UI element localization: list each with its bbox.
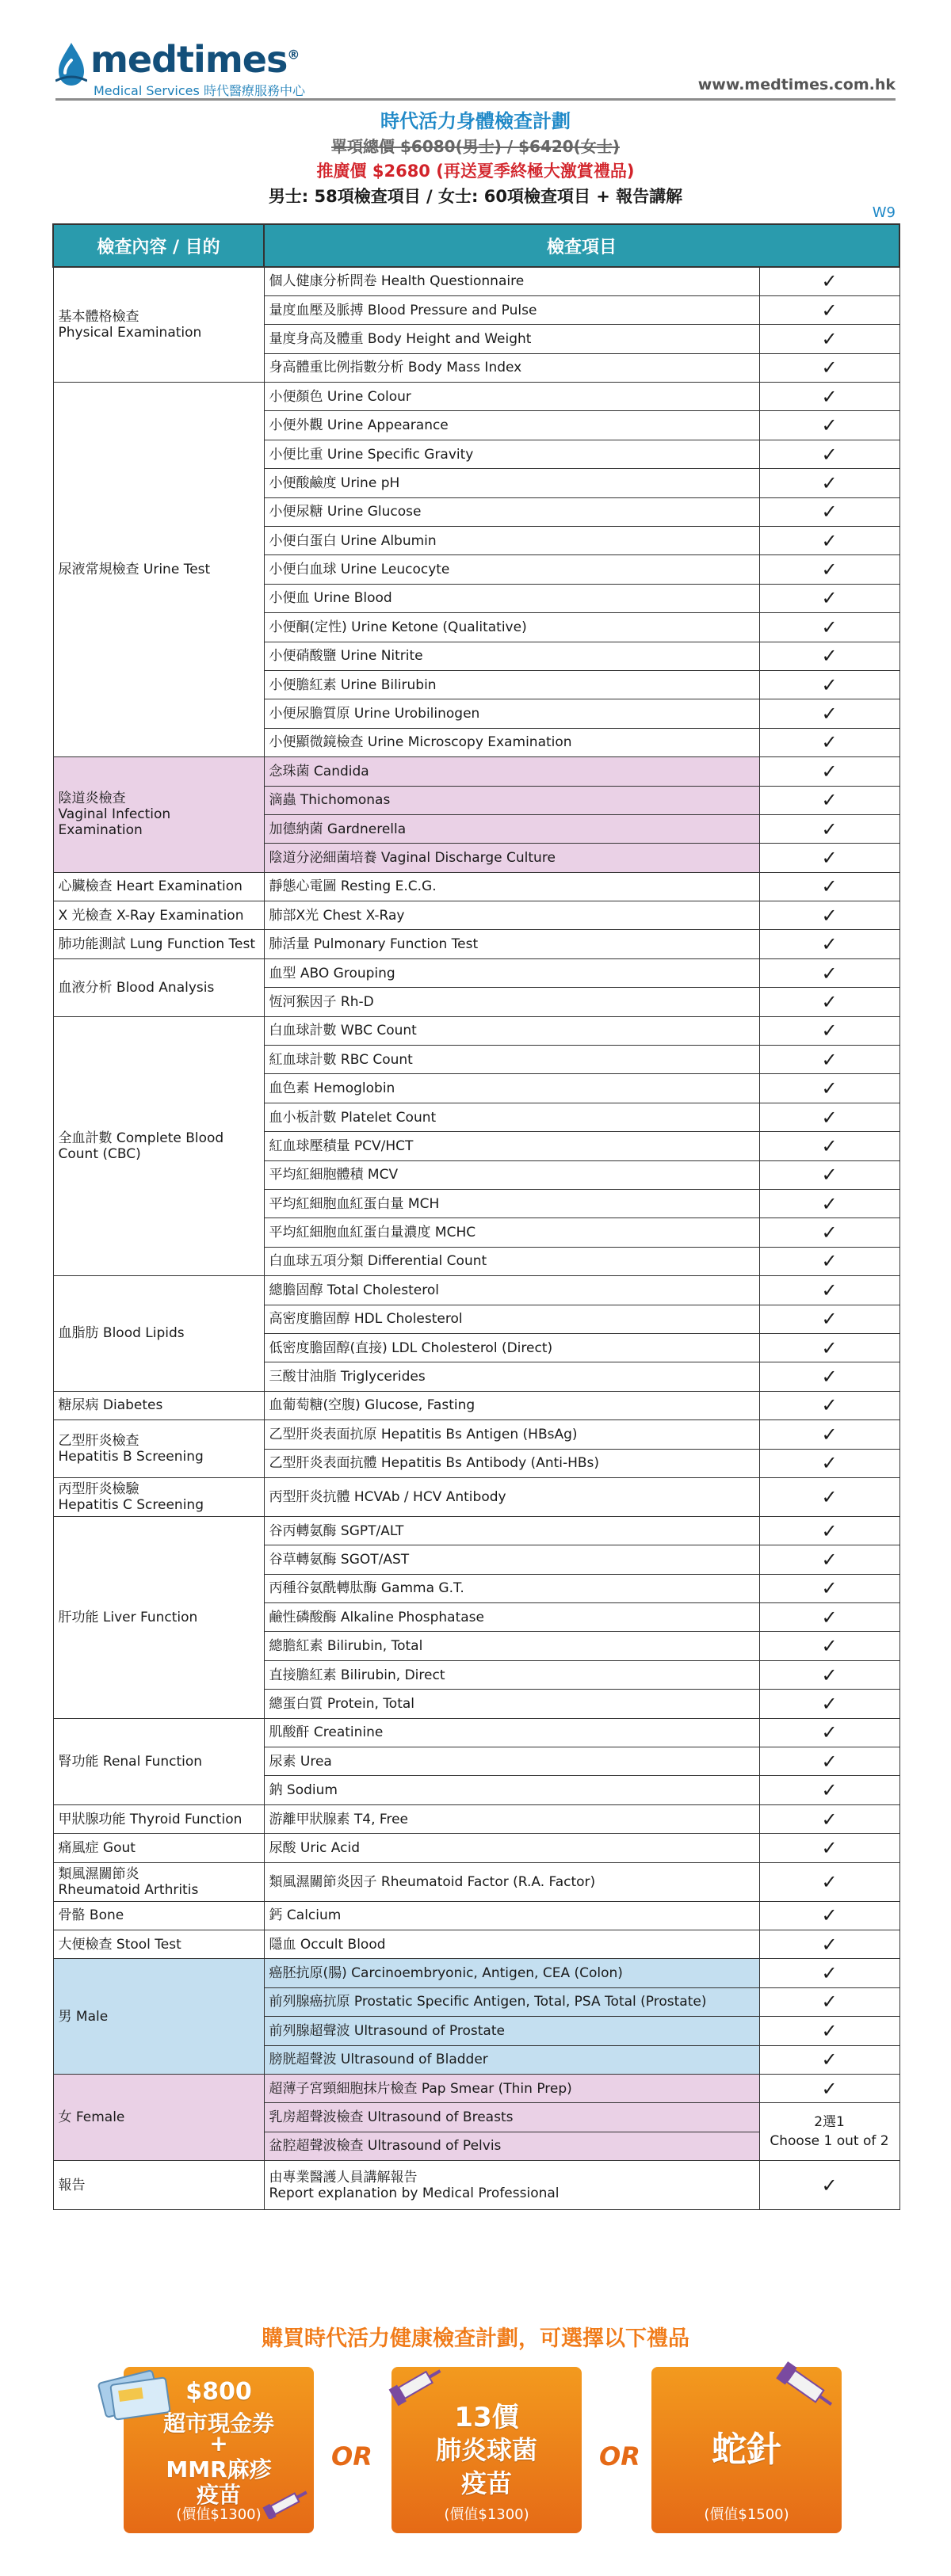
checkmark: ✓ [759, 1276, 899, 1305]
item-cell: 靜態心電圖 Resting E.C.G. [264, 872, 759, 901]
category-label: 肝功能 Liver Function [58, 1609, 198, 1625]
item-cell: 鹼性磷酸酶 Alkaline Phosphatase [264, 1603, 759, 1632]
item-cell: 平均紅細胞血紅蛋白量濃度 MCHC [264, 1218, 759, 1247]
item-cell: 小便比重 Urine Specific Gravity [264, 440, 759, 468]
brand-subtitle: Medical Services 時代醫療服務中心 [94, 83, 305, 98]
item-cell: 谷草轉氨酶 SGOT/AST [264, 1545, 759, 1574]
item-cell: 紅血球壓積量 PCV/HCT [264, 1132, 759, 1160]
table-row [53, 2074, 899, 2102]
category-label: Rheumatoid Arthritis [58, 1881, 199, 1898]
original-price: 單項總價 $6080(男士) / $6420(女士) [331, 137, 620, 156]
gift-3-worth: (價值$1500) [704, 2506, 789, 2523]
item-counts: 男士: 58項檢查項目 / 女士: 60項檢查項目 + 報告講解 [268, 187, 683, 206]
checkmark: ✓ [759, 2161, 899, 2210]
checkmark: ✓ [759, 1391, 899, 1419]
checkmark: ✓ [759, 440, 899, 468]
item-cell: 尿酸 Uric Acid [264, 1834, 759, 1862]
item-cell: 前列腺超聲波 Ultrasound of Prostate [264, 2017, 759, 2045]
checkmark: ✓ [759, 383, 899, 411]
item-cell: 陰道分泌細菌培養 Vaginal Discharge Culture [264, 844, 759, 872]
item-cell: 三酸甘油脂 Triglycerides [264, 1362, 759, 1391]
table-row [53, 1862, 899, 1901]
item-cell: 血小板計數 Platelet Count [264, 1103, 759, 1131]
gift-2-line-2: 肺炎球菌 [435, 2435, 537, 2465]
checkmark: ✓ [759, 988, 899, 1016]
checkmark: ✓ [759, 1959, 899, 1987]
table-row [53, 901, 899, 930]
category-cell [53, 2074, 264, 2160]
choose-one-label: 2選1 [814, 2114, 845, 2131]
category-cell [53, 901, 264, 930]
website-url[interactable]: www.medtimes.com.hk [697, 76, 896, 93]
checkmark: ✓ [759, 1420, 899, 1449]
category-label: Vaginal Infection Examination [58, 806, 171, 839]
item-cell: 平均紅細胞血紅蛋白量 MCH [264, 1190, 759, 1218]
checkmark: ✓ [759, 1987, 899, 2016]
gift-3-line-1: 蛇針 [712, 2429, 781, 2470]
table-row [53, 930, 899, 958]
item-cell: 個人健康分析問卷 Health Questionnaire [264, 267, 759, 295]
gift-2-line-3: 疫苗 [460, 2468, 512, 2498]
gift-section-title: 購買時代活力健康檢查計劃，可選擇以下禮品 [262, 2326, 689, 2351]
checkmark: ✓ [759, 1632, 899, 1660]
category-label: 男 Male [58, 2008, 109, 2025]
page-header [0, 0, 951, 101]
category-cell [53, 1391, 264, 1419]
checkmark: ✓ [759, 1516, 899, 1545]
category-label: 報告 [58, 2177, 86, 2193]
gift-card-pneumococcal[interactable] [391, 2367, 582, 2533]
checkmark: ✓ [759, 872, 899, 901]
item-cell: 血色素 Hemoglobin [264, 1074, 759, 1103]
item-label: 由專業醫護人員講解報告 [269, 2169, 418, 2185]
plan-title: 時代活力身體檢查計劃 [380, 110, 571, 132]
category-cell [53, 930, 264, 958]
header-item: 檢查項目 [264, 224, 899, 267]
checkmark: ✓ [759, 1247, 899, 1275]
item-cell: 前列腺癌抗原 Prostatic Specific Antigen, Total, PSA Total (Prostate) [264, 1987, 759, 2016]
category-label: X 光檢查 X-Ray Examination [58, 907, 244, 924]
checkmark: ✓ [759, 814, 899, 843]
item-cell: 量度血壓及脈搏 Blood Pressure and Pulse [264, 295, 759, 324]
item-cell: 小便膽紅素 Urine Bilirubin [264, 670, 759, 699]
checkmark: ✓ [759, 295, 899, 324]
table-row [53, 1391, 899, 1419]
checkmark: ✓ [759, 844, 899, 872]
checkmark: ✓ [759, 930, 899, 958]
item-cell: 谷丙轉氨酶 SGPT/ALT [264, 1516, 759, 1545]
table-row [53, 1901, 899, 1930]
item-cell: 癌胚抗原(腸) Carcinoembryonic, Antigen, CEA (Colon) [264, 1959, 759, 1987]
category-cell [53, 958, 264, 1016]
plan-title-block [0, 108, 951, 209]
item-cell: 游離甲狀腺素 T4, Free [264, 1804, 759, 1833]
checkmark: ✓ [759, 1132, 899, 1160]
category-cell [53, 2161, 264, 2210]
checkmark: ✓ [759, 786, 899, 814]
gift-card-shingles[interactable] [651, 2367, 842, 2533]
category-label: 尿液常規檢查 Urine Test [58, 562, 211, 578]
table-row [53, 1477, 899, 1516]
item-cell: 丙型肝炎抗體 HCVAb / HCV Antibody [264, 1477, 759, 1516]
category-label: 大便檢查 Stool Test [58, 1936, 181, 1953]
item-cell: 白血球五項分類 Differential Count [264, 1247, 759, 1275]
table-row [53, 757, 899, 786]
checkup-table [52, 223, 900, 2210]
checkmark: ✓ [759, 1804, 899, 1833]
checkmark: ✓ [759, 267, 899, 295]
checkmark: ✓ [759, 958, 899, 987]
checkmark: ✓ [759, 1930, 899, 1958]
table-row [53, 1420, 899, 1449]
category-label: Hepatitis C Screening [58, 1496, 204, 1513]
table-row [53, 1834, 899, 1862]
checkmark: ✓ [759, 1747, 899, 1776]
item-cell: 鈣 Calcium [264, 1901, 759, 1930]
item-cell: 滴蟲 Thichomonas [264, 786, 759, 814]
checkmark: ✓ [759, 757, 899, 786]
item-cell: 直接膽紅素 Bilirubin, Direct [264, 1660, 759, 1689]
item-cell: 肺部X光 Chest X-Ray [264, 901, 759, 930]
category-cell [53, 383, 264, 757]
category-cell [53, 1276, 264, 1392]
item-cell: 紅血球計數 RBC Count [264, 1046, 759, 1074]
category-label: 痛風症 Gout [58, 1839, 136, 1856]
checkmark: ✓ [759, 1103, 899, 1131]
item-label: Report explanation by Medical Professional [269, 2185, 560, 2201]
category-cell [53, 267, 264, 383]
syringe-icon [770, 2359, 842, 2414]
item-cell: 血葡萄糖(空腹) Glucose, Fasting [264, 1391, 759, 1419]
category-cell [53, 1016, 264, 1276]
checkmark: ✓ [759, 1305, 899, 1333]
table-row [53, 1276, 899, 1305]
gift-1-line-4: MMR麻疹 [166, 2456, 272, 2483]
checkmark: ✓ [759, 1190, 899, 1218]
category-cell [53, 1959, 264, 2075]
choose-one-label: Choose 1 out of 2 [770, 2133, 889, 2150]
category-label: 糖尿病 Diabetes [58, 1397, 163, 1414]
item-cell: 總蛋白質 Protein, Total [264, 1690, 759, 1718]
item-cell: 小便顏色 Urine Colour [264, 383, 759, 411]
gift-1-line-2: 超市現金券 [162, 2410, 274, 2437]
checkmark: ✓ [759, 1690, 899, 1718]
category-label: Physical Examination [58, 325, 202, 341]
checkmark: ✓ [759, 1074, 899, 1103]
checkmark: ✓ [759, 2017, 899, 2045]
checkmark: ✓ [759, 1016, 899, 1045]
category-label: 血液分析 Blood Analysis [58, 979, 215, 996]
item-cell: 低密度膽固醇(直接) LDL Cholesterol (Direct) [264, 1333, 759, 1362]
or-label-1: OR [331, 2441, 372, 2471]
item-cell: 小便尿膽質原 Urine Urobilinogen [264, 699, 759, 728]
checkmark: ✓ [759, 1449, 899, 1477]
gift-1-line-3: + [209, 2430, 228, 2456]
checkmark: ✓ [759, 1862, 899, 1901]
item-cell: 身高體重比例指數分析 Body Mass Index [264, 353, 759, 382]
category-label: Hepatitis B Screening [58, 1449, 204, 1465]
checkmark: ✓ [759, 497, 899, 526]
category-label: 女 Female [58, 2109, 125, 2126]
item-cell: 類風濕關節炎因子 Rheumatoid Factor (R.A. Factor) [264, 1862, 759, 1901]
header-divider [55, 98, 896, 101]
category-label: Count (CBC) [58, 1145, 141, 1162]
category-cell [53, 1804, 264, 1833]
item-cell: 小便顯微鏡檢查 Urine Microscopy Examination [264, 728, 759, 756]
item-cell: 超薄子宮頸細胞抹片檢查 Pap Smear (Thin Prep) [264, 2074, 759, 2102]
checkmark: ✓ [759, 699, 899, 728]
category-label: 肺功能測試 Lung Function Test [58, 936, 256, 953]
item-cell: 小便硝酸鹽 Urine Nitrite [264, 642, 759, 670]
gift-card-voucher-mmr[interactable] [124, 2367, 314, 2533]
category-cell [53, 1516, 264, 1718]
category-cell [53, 1901, 264, 1930]
or-label-2: OR [599, 2441, 640, 2471]
choose-one-cell [759, 2103, 899, 2161]
table-row [53, 2161, 899, 2210]
table-header-row [53, 224, 899, 267]
drop-logo-icon [55, 41, 87, 87]
table-row [53, 1516, 899, 1545]
category-cell [53, 872, 264, 901]
category-label: 心臟檢查 Heart Examination [58, 878, 243, 895]
checkmark: ✓ [759, 1901, 899, 1930]
item-cell [264, 2161, 759, 2210]
item-cell: 高密度膽固醇 HDL Cholesterol [264, 1305, 759, 1333]
checkmark: ✓ [759, 1603, 899, 1632]
category-label: 腎功能 Renal Function [58, 1753, 203, 1770]
item-cell: 小便尿糖 Urine Glucose [264, 497, 759, 526]
checkmark: ✓ [759, 2045, 899, 2074]
table-row [53, 1016, 899, 1045]
checkmark: ✓ [759, 1574, 899, 1602]
item-cell: 肺活量 Pulmonary Function Test [264, 930, 759, 958]
checkmark: ✓ [759, 584, 899, 612]
item-cell: 念珠菌 Candida [264, 757, 759, 786]
gift-1-line-1: $800 [185, 2378, 252, 2406]
checkmark: ✓ [759, 411, 899, 440]
category-label: 甲狀腺功能 Thyroid Function [58, 1811, 243, 1827]
checkmark: ✓ [759, 901, 899, 930]
item-cell: 肌酸酐 Creatinine [264, 1718, 759, 1747]
item-cell: 總膽紅素 Bilirubin, Total [264, 1632, 759, 1660]
category-label: 骨骼 Bone [58, 1907, 124, 1924]
checkmark: ✓ [759, 527, 899, 555]
category-cell [53, 1834, 264, 1862]
category-cell [53, 1862, 264, 1901]
checkmark: ✓ [759, 613, 899, 642]
table-row [53, 958, 899, 987]
item-cell: 總膽固醇 Total Cholesterol [264, 1276, 759, 1305]
item-cell: 小便酸鹼度 Urine pH [264, 469, 759, 497]
table-row [53, 383, 899, 411]
checkmark: ✓ [759, 1776, 899, 1804]
item-cell: 乳房超聲波檢查 Ultrasound of Breasts [264, 2103, 759, 2132]
checkmark: ✓ [759, 1834, 899, 1862]
checkmark: ✓ [759, 1218, 899, 1247]
category-label: 基本體格檢查 [58, 309, 139, 326]
item-cell: 小便白蛋白 Urine Albumin [264, 527, 759, 555]
category-cell [53, 1477, 264, 1516]
item-cell: 小便血 Urine Blood [264, 584, 759, 612]
item-cell: 量度身高及體重 Body Height and Weight [264, 325, 759, 353]
checkmark: ✓ [759, 1718, 899, 1747]
checkmark: ✓ [759, 555, 899, 584]
item-cell: 膀胱超聲波 Ultrasound of Bladder [264, 2045, 759, 2074]
checkmark: ✓ [759, 1362, 899, 1391]
item-cell: 丙種谷氨酰轉肽酶 Gamma G.T. [264, 1574, 759, 1602]
category-cell [53, 1718, 264, 1804]
table-row [53, 1930, 899, 1958]
checkmark: ✓ [759, 1477, 899, 1516]
item-cell: 隱血 Occult Blood [264, 1930, 759, 1958]
checkmark: ✓ [759, 325, 899, 353]
category-label: 血脂肪 Blood Lipids [58, 1325, 185, 1342]
checkup-table-container [52, 223, 899, 2210]
brand-name: medtimes [90, 38, 288, 81]
item-cell: 鈉 Sodium [264, 1776, 759, 1804]
brand-registered-mark: ® [287, 47, 300, 63]
category-label: 陰道炎檢查 [58, 791, 126, 807]
gift-2-line-1: 13價 [454, 2402, 519, 2433]
item-cell: 乙型肝炎表面抗原 Hepatitis Bs Antigen (HBsAg) [264, 1420, 759, 1449]
table-row [53, 1959, 899, 1987]
promo-price: 推廣價 $2680 (再送夏季終極大激賞禮品) [316, 162, 635, 181]
category-label: 全血計數 Complete Blood [58, 1130, 224, 1146]
checkmark: ✓ [759, 469, 899, 497]
table-row [53, 1804, 899, 1833]
item-cell: 尿素 Urea [264, 1747, 759, 1776]
gift-1-line-5: 疫苗 [196, 2482, 241, 2508]
category-cell [53, 1420, 264, 1478]
checkmark: ✓ [759, 1160, 899, 1189]
checkmark: ✓ [759, 1333, 899, 1362]
checkmark: ✓ [759, 728, 899, 756]
item-cell: 小便酮(定性) Urine Ketone (Qualitative) [264, 613, 759, 642]
item-cell: 小便外觀 Urine Appearance [264, 411, 759, 440]
gift-2-worth: (價值$1300) [444, 2506, 529, 2523]
checkmark: ✓ [759, 353, 899, 382]
checkmark: ✓ [759, 1660, 899, 1689]
item-cell: 血型 ABO Grouping [264, 958, 759, 987]
item-cell: 白血球計數 WBC Count [264, 1016, 759, 1045]
category-label: 類風濕關節炎 [58, 1865, 139, 1882]
header-category: 檢查內容 / 目的 [53, 224, 264, 267]
table-row [53, 1718, 899, 1747]
item-cell: 恆河猴因子 Rh-D [264, 988, 759, 1016]
checkmark: ✓ [759, 642, 899, 670]
item-cell: 平均紅細胞體積 MCV [264, 1160, 759, 1189]
category-cell [53, 1930, 264, 1958]
item-cell: 乙型肝炎表面抗體 Hepatitis Bs Antibody (Anti-HBs) [264, 1449, 759, 1477]
category-label: 乙型肝炎檢查 [58, 1433, 139, 1450]
category-label: 丙型肝炎檢驗 [58, 1480, 139, 1497]
checkmark: ✓ [759, 1046, 899, 1074]
item-cell: 盆腔超聲波檢查 Ultrasound of Pelvis [264, 2132, 759, 2160]
item-cell: 小便白血球 Urine Leucocyte [264, 555, 759, 584]
medtimes-logo[interactable] [55, 40, 309, 98]
gift-1-worth: (價值$1300) [176, 2506, 262, 2523]
checkmark: ✓ [759, 1545, 899, 1574]
category-cell [53, 757, 264, 873]
item-cell: 加德納菌 Gardnerella [264, 814, 759, 843]
plan-code: W9 [872, 204, 896, 221]
checkmark: ✓ [759, 2074, 899, 2102]
table-body [53, 267, 899, 2210]
table-row [53, 267, 899, 295]
table-row [53, 872, 899, 901]
checkmark: ✓ [759, 670, 899, 699]
